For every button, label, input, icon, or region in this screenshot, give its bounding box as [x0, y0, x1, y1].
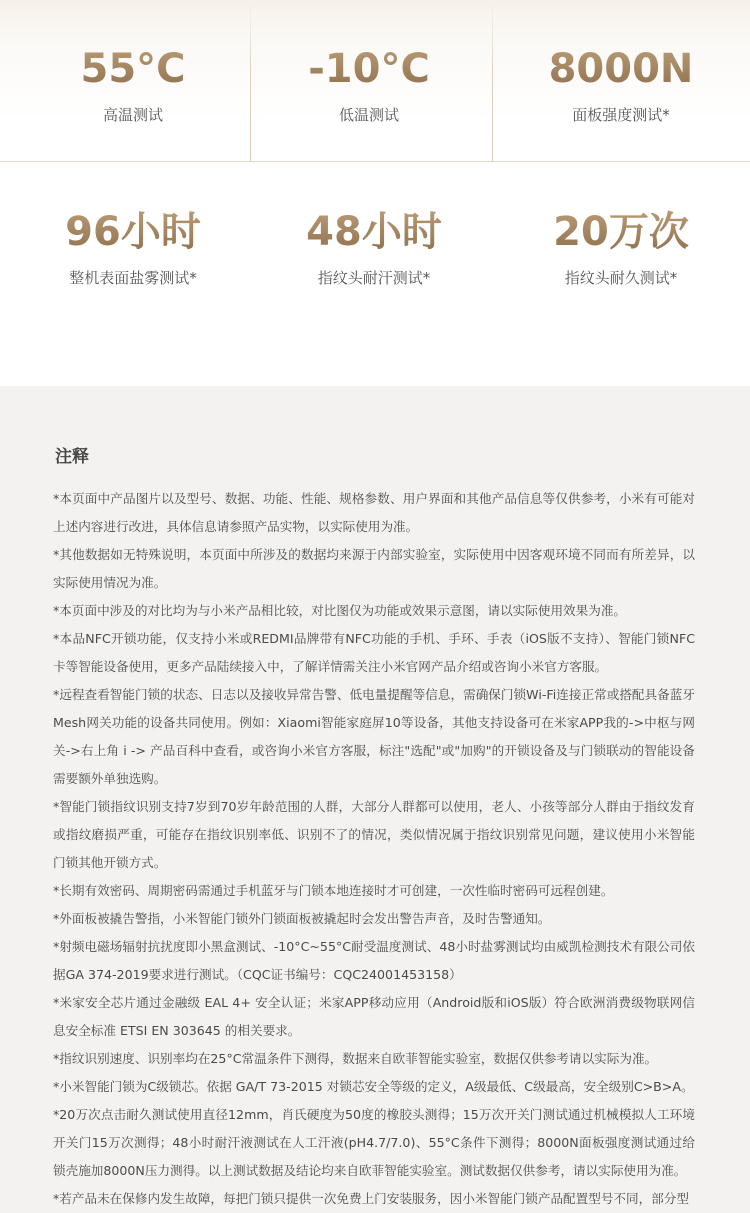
stat-value: 8000N [496, 47, 746, 91]
stat-label: 低温测试 [338, 106, 399, 124]
note-item: *远程查看智能门锁的状态、日志以及接收异常告警、低电量提醒等信息，需确保门锁Wi-Fi连接正常或搭配具备蓝牙Mesh网关功能的设备共同使用。例如：Xiaomi智能家庭屏10等设备，其他支持设备可在米家APP我的->中枢与网关->右上角 i -> 产品百科中查看，或咨询小米官方客服，标注"选配"或"加购"的开锁设备及与门锁联动的智能设备需要额外单独选购。 [53, 687, 695, 786]
note-item: *外面板被撬告警指，小米智能门锁外门锁面板被撬起时会发出警告声音，及时告警通知。 [53, 911, 551, 926]
note-item: *本页面中产品图片以及型号、数据、功能、性能、规格参数、用户界面和其他产品信息等仅供参考，小米有可能对上述内容进行改进，具体信息请参照产品实物，以实际使用为准。 [53, 491, 695, 534]
stat-value: 96小时 [8, 210, 258, 254]
stat-panel-strength [496, 47, 746, 125]
note-item: *20万次点击耐久测试使用直径12mm，肖氏硬度为50度的橡胶头测得；15万次开关门测试通过机械模拟人工环境开关门15万次测得；48小时耐汗液测试在人工汗液(pH4.7/7.0)、55°C条件下测得；8000N面板强度测试通过给锁壳施加8000N压力测得。以上测试数据及结论均来自欧菲智能实验室。测试数据仅供参考，请以实际使用为准。 [53, 1107, 695, 1178]
stat-low-temp [244, 47, 494, 125]
stat-high-temp [8, 47, 258, 125]
stat-value: 55°C [8, 47, 258, 91]
note-item: *米家安全芯片通过金融级 EAL 4+ 安全认证；米家APP移动应用（Android版和iOS版）符合欧洲消费级物联网信息安全标准 ETSI EN 303645 的相关要求。 [53, 995, 696, 1038]
stat-label: 指纹头耐久测试* [564, 269, 678, 287]
stat-fingerprint-durability [496, 210, 746, 288]
stat-value: -10°C [244, 47, 494, 91]
stat-label: 整机表面盐雾测试* [69, 269, 197, 287]
note-item: *本页面中涉及的对比均为与小米产品相比较，对比图仅为功能或效果示意图，请以实际使用效果为准。 [53, 603, 627, 618]
note-item: *本品NFC开锁功能，仅支持小米或REDMI品牌带有NFC功能的手机、手环、手表（iOS版不支持）、智能门锁NFC卡等智能设备使用，更多产品陆续接入中，了解详情需关注小米官网产品介绍或咨询小米官方客服。 [53, 631, 695, 674]
notes-title: 注释 [55, 447, 89, 467]
grid-divider-horizontal [0, 161, 750, 162]
notes-section [0, 386, 750, 1205]
note-item: *若产品未在保修内发生故障，每把门锁只提供一次免费上门安装服务，因小米智能门锁产品配置型号不同，部分型 [53, 1191, 689, 1206]
stat-label: 指纹头耐汗测试* [317, 269, 431, 287]
stats-section [0, 0, 750, 386]
stat-value: 48小时 [249, 210, 499, 254]
stat-sweat-resistance [249, 210, 499, 288]
stat-salt-spray [8, 210, 258, 288]
stat-label: 面板强度测试* [572, 106, 670, 124]
note-item: *其他数据如无特殊说明，本页面中所涉及的数据均来源于内部实验室，实际使用中因客观环境不同而有所差异，以实际使用情况为准。 [53, 547, 695, 590]
note-item: *小米智能门锁为C级锁芯。依据 GA/T 73-2015 对锁芯安全等级的定义，A级最低、C级最高，安全级别C>B>A。 [53, 1079, 694, 1094]
note-item: *指纹识别速度、识别率均在25°C常温条件下测得，数据来自欧菲智能实验室，数据仅供参考请以实际为准。 [53, 1051, 658, 1066]
notes-list [0, 485, 750, 1213]
stat-label: 高温测试 [102, 106, 163, 124]
note-item: *长期有效密码、周期密码需通过手机蓝牙与门锁本地连接时才可创建，一次性临时密码可远程创建。 [53, 883, 614, 898]
stat-value: 20万次 [496, 210, 746, 254]
note-item: *智能门锁指纹识别支持7岁到70岁年龄范围的人群，大部分人群都可以使用，老人、小孩等部分人群由于指纹发育或指纹磨损严重，可能存在指纹识别率低、识别不了的情况，类似情况属于指纹识别常见问题，建议使用小米智能门锁其他开锁方式。 [53, 799, 695, 870]
note-item: *射频电磁场辐射抗扰度即小黑盒测试、-10°C~55°C耐受温度测试、48小时盐雾测试均由威凯检测技术有限公司依据GA 374-2019要求进行测试。（CQC证书编号：CQC24001453158） [53, 939, 695, 982]
